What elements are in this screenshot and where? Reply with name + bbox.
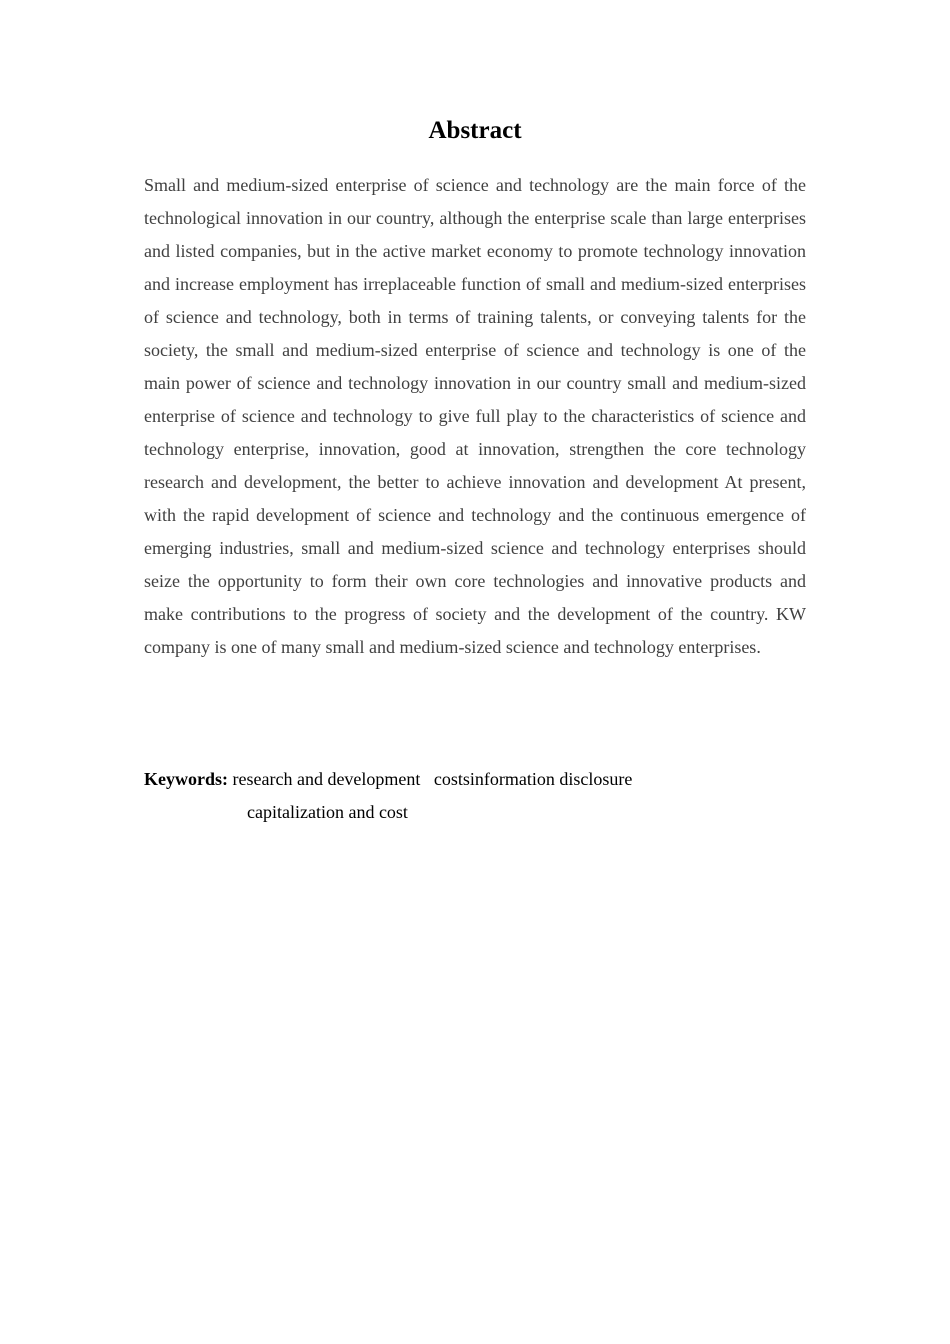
keywords-label: Keywords:	[144, 769, 228, 789]
keywords-line-2	[144, 796, 806, 829]
abstract-title: Abstract	[428, 117, 522, 144]
keywords-text-2: capitalization and cost	[247, 802, 408, 822]
keywords-line-1	[144, 763, 806, 796]
abstract-body: Small and medium-sized enterprise of science and technology are the main force of the technological innovation in our country, although the enterprise scale than large enterprises and listed companies, but in the active market economy to promote technology innovation and increase employment has irreplaceable function of small and medium-sized enterprises of science and technology, both in terms of training talents, or conveying talents for the society, the small and medium-sized enterprise of science and technology is one of the main power of science and technology innovation in our country small and medium-sized enterprise of science and technology to give full play to the characteristics of science and technology enterprise, innovation, good at innovation, strengthen the core technology research and development, the better to achieve innovation and development At present, with the rapid development of science and technology and the continuous emergence of emerging industries, small and medium-sized science and technology enterprises should seize the opportunity to form their own core technologies and innovative products and make contributions to the progress of society and the development of the country. KW company is one of many small and medium-sized science and technology enterprises.	[144, 175, 806, 657]
keywords-text-1: research and development costsinformation disclosure	[232, 769, 633, 789]
keywords-section	[144, 763, 806, 829]
